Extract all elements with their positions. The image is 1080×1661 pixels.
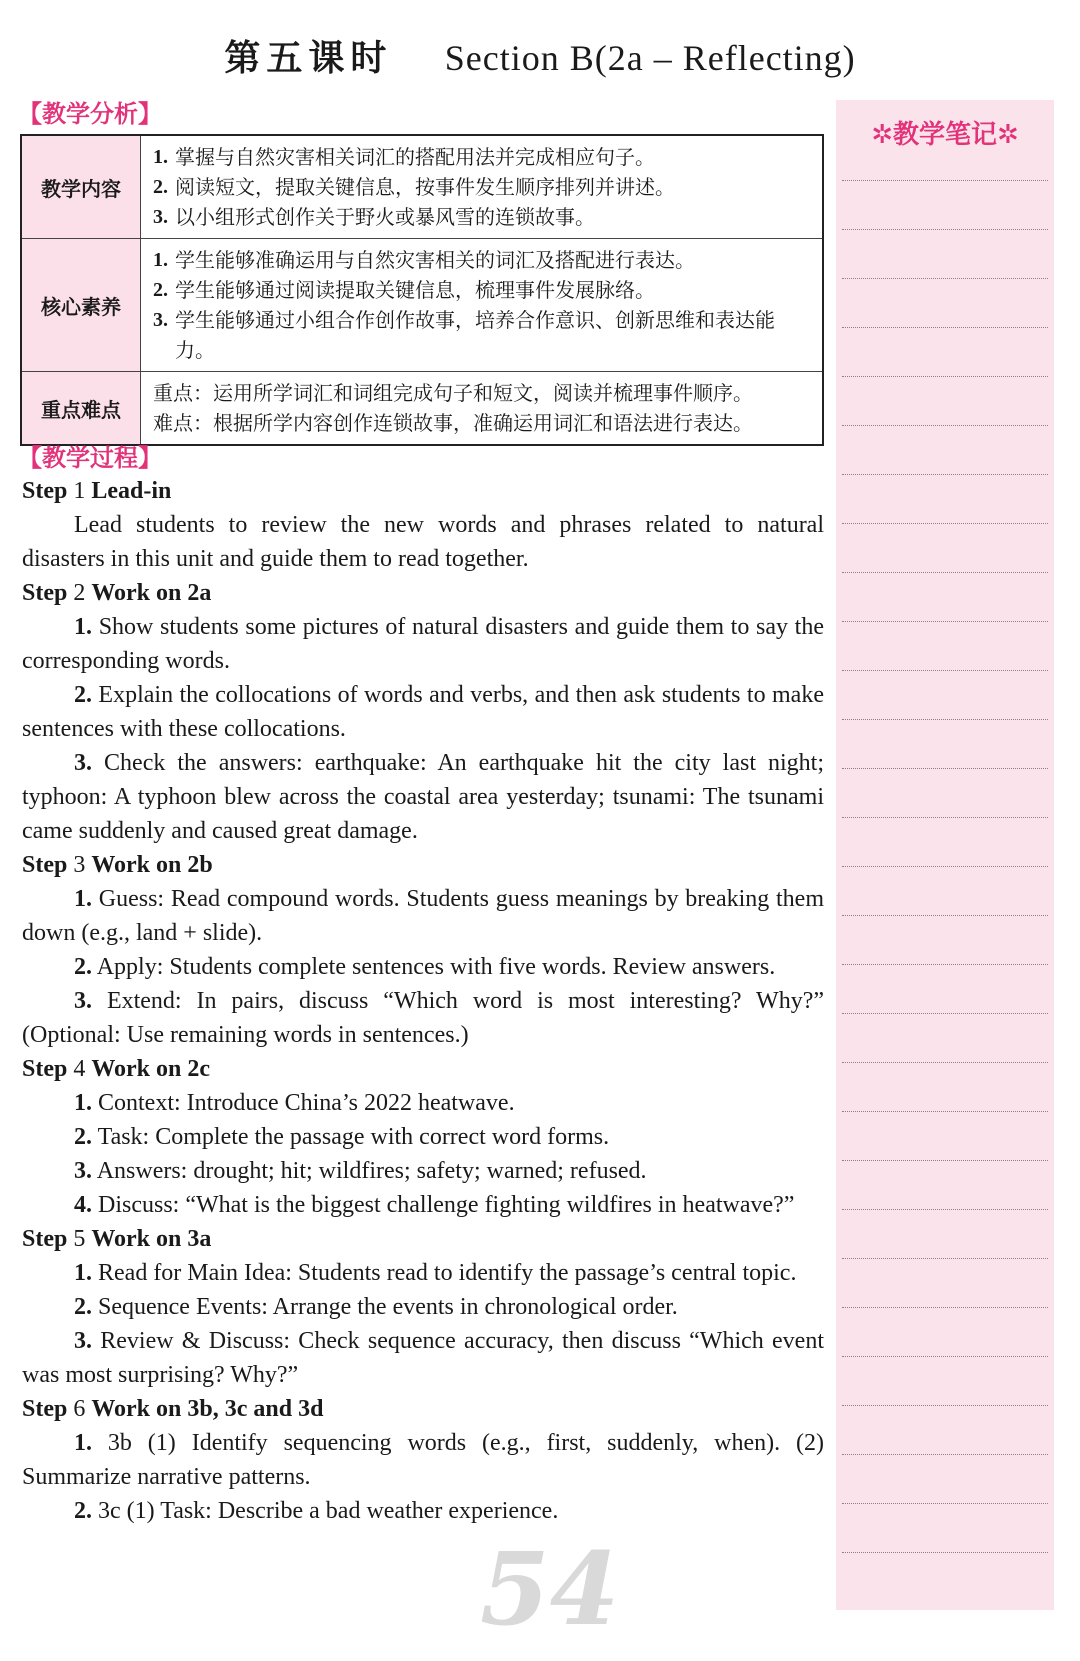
process-label: 【教学过程】 [18, 444, 162, 472]
step-paragraph: 1. Show students some pictures of natural disasters and guide them to say the corresponding words. [22, 614, 825, 674]
step-heading: Step 5 Work on 3a [22, 1226, 212, 1252]
step-paragraph: 3. Check the answers: earthquake: An earthquake hit the city last night; typhoon: A typhoon blew across the coastal area yesterday; tsunami: The tsunami came suddenly and caused great damage. [22, 750, 825, 844]
analysis-row-literacy [21, 239, 823, 372]
step-heading: Step 6 Work on 3b, 3c and 3d [22, 1396, 324, 1422]
step-paragraph: 2. Apply: Students complete sentences with five words. Review answers. [74, 954, 776, 980]
step-heading: Step 1 Lead-in [22, 478, 172, 504]
note-line [842, 768, 1048, 769]
step-heading: Step 4 Work on 2c [22, 1056, 211, 1082]
step-heading: Step 3 Work on 2b [22, 852, 213, 878]
note-line [842, 278, 1048, 279]
notes-column [836, 100, 1054, 1610]
note-line [842, 1013, 1048, 1014]
step-paragraph: 2. Explain the collocations of words and verbs, and then ask students to make sentences with these collocations. [22, 682, 824, 742]
lesson-label: 第五课时 [224, 38, 393, 79]
note-line [842, 866, 1048, 867]
analysis-label: 【教学分析】 [18, 100, 162, 128]
note-line [842, 1454, 1048, 1455]
list-item: 1. 掌握与自然灾害相关词汇的搭配用法并完成相应句子。 [153, 145, 655, 169]
step-heading: Step 2 Work on 2a [22, 580, 212, 606]
note-line [842, 1307, 1048, 1308]
row-content [141, 135, 824, 239]
note-line [842, 817, 1048, 818]
note-line [842, 1356, 1048, 1357]
note-line [842, 229, 1048, 230]
row-head: 教学内容 [21, 135, 141, 239]
step-paragraph: 2. Task: Complete the passage with correct word forms. [74, 1124, 610, 1150]
list-item: 难点：根据所学内容创作连锁故事，准确运用词汇和语法进行表达。 [153, 411, 753, 435]
row-head: 重点难点 [21, 372, 141, 446]
note-line [842, 1111, 1048, 1112]
note-line [842, 621, 1048, 622]
note-line [842, 572, 1048, 573]
row-content [141, 239, 824, 372]
step-paragraph: 2. 3c (1) Task: Describe a bad weather experience. [74, 1498, 559, 1524]
list-item: 2. 阅读短文，提取关键信息，按事件发生顺序排列并讲述。 [153, 175, 675, 199]
section-label: Section B(2a – Reflecting) [444, 38, 856, 78]
note-line [842, 474, 1048, 475]
step-paragraph: 1. Read for Main Idea: Students read to identify the passage’s central topic. [74, 1260, 797, 1286]
note-line [842, 964, 1048, 965]
page-number: 54 [480, 1530, 620, 1648]
note-line [842, 327, 1048, 328]
list-item: 重点：运用所学词汇和词组完成句子和短文，阅读并梳理事件顺序。 [153, 381, 753, 405]
notes-title: ✲教学笔记✲ [871, 120, 1019, 150]
page-title [0, 30, 1080, 81]
row-head: 核心素养 [21, 239, 141, 372]
note-line [842, 523, 1048, 524]
note-line [842, 1503, 1048, 1504]
note-line [842, 670, 1048, 671]
analysis-row-content [21, 135, 823, 239]
step-paragraph: Lead students to review the new words and phrases related to natural disasters in this unit and guide them to read together. [22, 512, 824, 572]
list-item: 1. 学生能够准确运用与自然灾害相关的词汇及搭配进行表达。 [153, 248, 695, 272]
note-line [842, 915, 1048, 916]
step-paragraph: 1. 3b (1) Identify sequencing words (e.g., first, suddenly, when). (2) Summarize narrative patterns. [22, 1430, 825, 1490]
analysis-table [20, 134, 824, 446]
note-line [842, 376, 1048, 377]
list-item: 3. 以小组形式创作关于野火或暴风雪的连锁故事。 [153, 205, 595, 229]
list-item: 3. 学生能够通过小组合作创作故事，培养合作意识、创新思维和表达能力。 [153, 308, 775, 362]
note-line [842, 180, 1048, 181]
note-line [842, 1160, 1048, 1161]
step-paragraph: 4. Discuss: “What is the biggest challenge fighting wildfires in heatwave?” [74, 1192, 795, 1218]
note-line [842, 1062, 1048, 1063]
note-line [842, 1552, 1048, 1553]
step-paragraph: 2. Sequence Events: Arrange the events in chronological order. [74, 1294, 678, 1320]
step-paragraph: 1. Context: Introduce China’s 2022 heatwave. [74, 1090, 515, 1116]
note-line [842, 1258, 1048, 1259]
step-paragraph: 3. Review & Discuss: Check sequence accuracy, then discuss “Which event was most surprising? Why?” [22, 1328, 824, 1388]
row-content [141, 372, 824, 446]
step-paragraph: 1. Guess: Read compound words. Students guess meanings by breaking them down (e.g., land + slide). [22, 886, 824, 946]
analysis-row-focus [21, 372, 823, 446]
note-line [842, 1405, 1048, 1406]
note-line [842, 1209, 1048, 1210]
teaching-process [22, 474, 824, 1528]
list-item: 2. 学生能够通过阅读提取关键信息，梳理事件发展脉络。 [153, 278, 655, 302]
note-line [842, 425, 1048, 426]
note-line [842, 719, 1048, 720]
step-paragraph: 3. Extend: In pairs, discuss “Which word is most interesting? Why?” (Optional: Use remaining words in sentences.) [22, 988, 825, 1048]
step-paragraph: 3. Answers: drought; hit; wildfires; safety; warned; refused. [74, 1158, 647, 1184]
